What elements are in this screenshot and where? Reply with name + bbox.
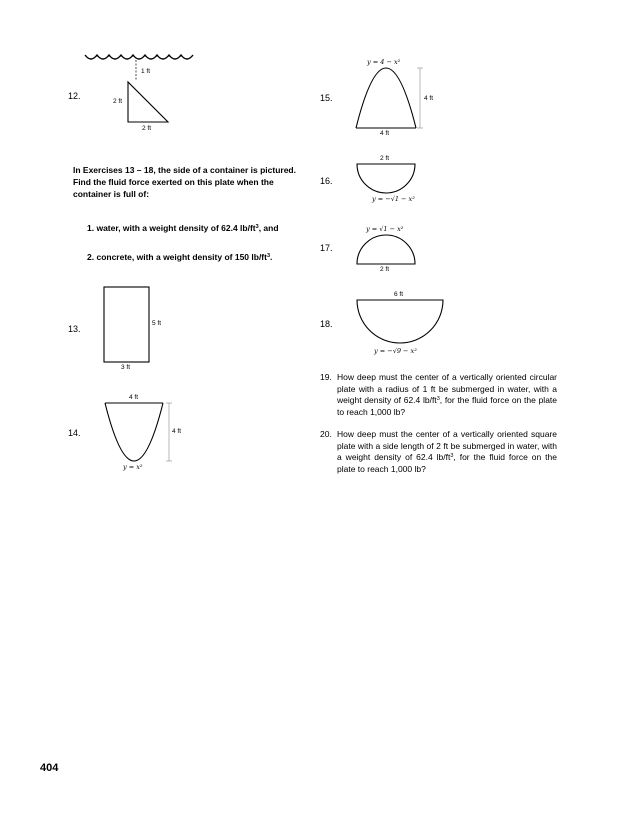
exercise-12-figure <box>80 45 190 130</box>
exercise-19-exponent: 3 <box>436 396 440 402</box>
item-2-text: concrete, with a weight density of 150 lb/ft <box>96 252 267 262</box>
instruction-item-1 <box>87 222 279 234</box>
exercise-20-exponent: 3 <box>450 453 454 459</box>
exercise-14-number: 14. <box>68 428 81 438</box>
exercise-16-equation: y = −√1 − x² <box>372 195 415 203</box>
item-1-number: 1. <box>87 223 95 233</box>
exercise-15-figure <box>350 62 435 132</box>
item-2-number: 2. <box>87 252 95 262</box>
exercise-19-text-end: , for the fluid force on the plate to reach 1,000 lb? <box>337 395 558 417</box>
exercise-16-number: 16. <box>320 176 333 186</box>
exercise-19-number: 19. <box>320 372 332 382</box>
item-2-exponent: 3 <box>266 253 271 259</box>
upper-semicircle-plate <box>357 235 415 264</box>
exercise-15-number: 15. <box>320 93 333 103</box>
item-1-text: water, with a weight density of 62.4 lb/ft <box>96 223 256 233</box>
exercise-12-depth-label: 1 ft <box>141 68 151 75</box>
item-1-exponent: 3 <box>255 224 259 230</box>
exercise-13-height-label: 5 ft <box>152 320 162 327</box>
exercise-13-number: 13. <box>68 324 81 334</box>
exercise-14-figure <box>100 398 180 468</box>
exercise-19-text <box>337 372 557 418</box>
exercise-20-text-start: How deep must the center of a vertically oriented square plate with a side length of 2 ft be submerged in water, with a weight density of 62.4 lb/ft <box>337 429 557 462</box>
lower-semicircle-plate <box>357 164 415 193</box>
exercise-12-base-label: 2 ft <box>142 125 152 132</box>
exercise-17-equation: y = √1 − x² <box>366 225 404 233</box>
water-surface-wave <box>85 55 193 59</box>
exercise-15-equation: y = 4 − x² <box>367 58 401 66</box>
parabola-plate <box>105 403 163 461</box>
exercise-18-width-label: 6 ft <box>394 291 404 298</box>
instruction-item-2 <box>87 251 272 263</box>
exercise-15-base-label: 4 ft <box>380 130 390 137</box>
exercise-17-number: 17. <box>320 243 333 253</box>
triangle-plate <box>128 82 168 122</box>
large-lower-semicircle-plate <box>357 300 443 343</box>
exercise-20-number: 20. <box>320 429 332 439</box>
exercise-16-width-label: 2 ft <box>380 155 390 162</box>
exercise-12-height-label: 2 ft <box>113 98 123 105</box>
exercise-20-text-end: , for the fluid force on the plate to reach 1,000 lb? <box>337 452 557 474</box>
exercise-17-width-label: 2 ft <box>380 266 390 273</box>
exercise-15-height-label: 4 ft <box>424 95 434 102</box>
item-2-text-end: . <box>270 252 273 262</box>
exercise-16-figure <box>350 160 425 200</box>
exercise-19-text-start: How deep must the center of a vertically oriented circular plate with a radius of 1 ft be submerged in water, with a weight density of 62.4 lb/ft <box>337 372 557 405</box>
exercise-20-text <box>337 429 557 475</box>
item-1-text-end: , and <box>258 223 279 233</box>
exercise-18-figure <box>350 296 450 351</box>
exercise-14-height-label: 4 ft <box>172 428 182 435</box>
instructions-intro: In Exercises 13 – 18, the side of a container is pictured. Find the fluid force exerted on this plate when the container is full of: <box>73 165 296 199</box>
exercise-18-equation: y = −√9 − x² <box>374 347 417 355</box>
exercise-14-equation: y = x² <box>123 463 143 471</box>
inverted-parabola-plate <box>356 68 416 128</box>
exercise-18-number: 18. <box>320 319 333 329</box>
exercise-13-figure <box>100 283 155 365</box>
rectangle-plate <box>104 287 149 362</box>
exercise-12-number: 12. <box>68 91 81 101</box>
exercise-13-base-label: 3 ft <box>121 364 131 371</box>
page-number: 404 <box>40 762 59 774</box>
exercise-14-top-label: 4 ft <box>129 394 139 401</box>
